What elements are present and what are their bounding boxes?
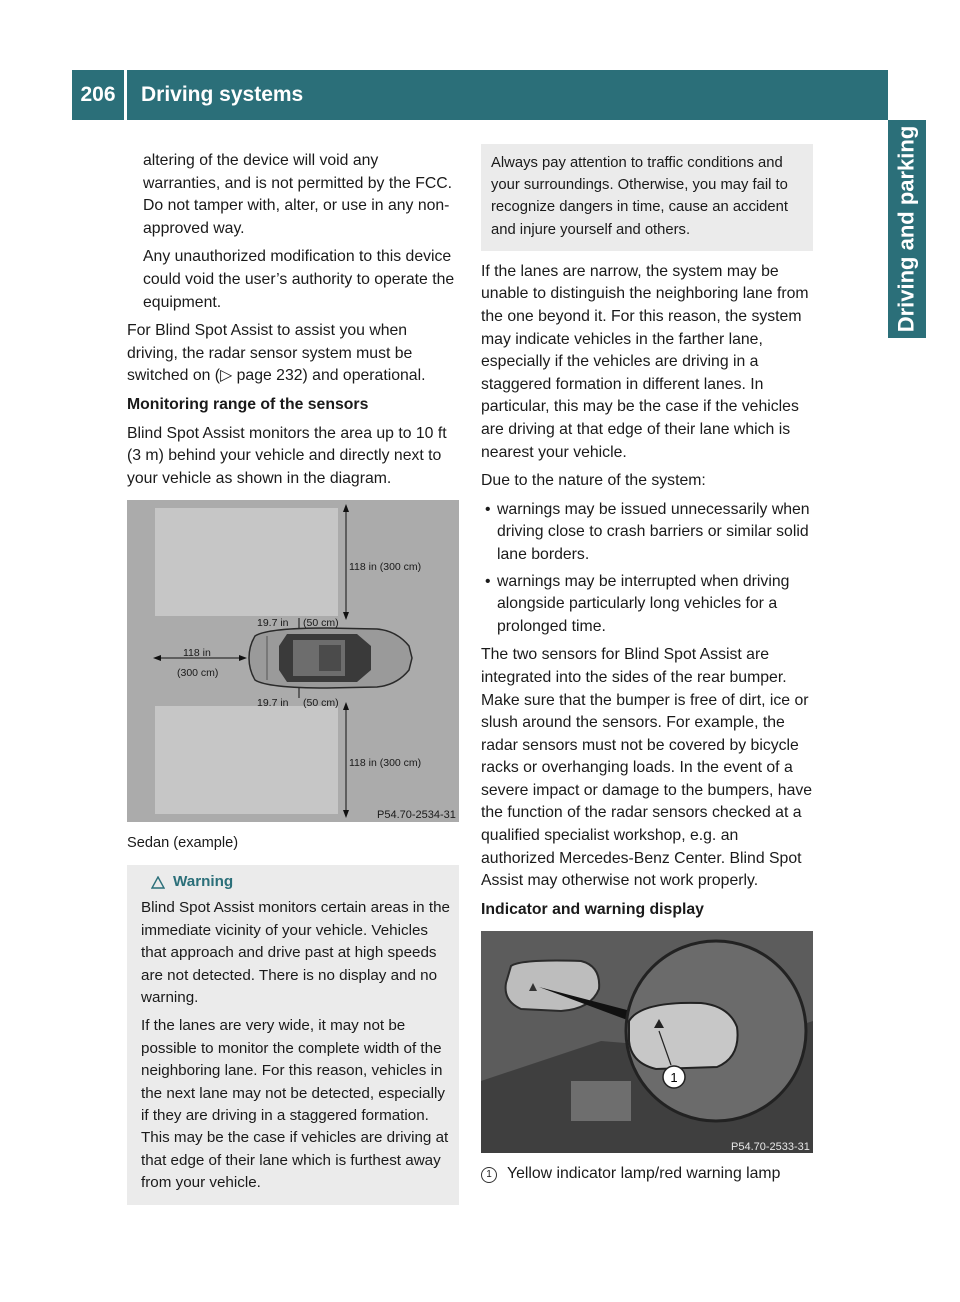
lower-detection-zone bbox=[155, 706, 338, 814]
page-link[interactable]: page 232 bbox=[236, 367, 303, 385]
lower-range-label: 118 in (300 cm) bbox=[349, 757, 422, 770]
rear-range-in-label: 118 in bbox=[183, 647, 211, 660]
indicator-heading: Indicator and warning display bbox=[481, 900, 704, 918]
side-tab-label-wrap bbox=[886, 120, 926, 338]
monitoring-range-heading: Monitoring range of the sensors bbox=[127, 395, 369, 413]
figure-caption: Sedan (example) bbox=[127, 835, 239, 852]
warning-paragraph-2: If the lanes are very wide, it may not be possible to monitor the complete width of the neighboring lane. For this reason, vehicles in the next lane may not be detected, especially if they are driving in a staggered formation. This may be the case if vehicles are driving at that edge of their lane which is furthest away from your vehicle. bbox=[141, 1017, 449, 1192]
mirror-illustration-svg bbox=[481, 931, 813, 1153]
list-item: • warnings may be interrupted when driving alongside particularly long vehicles for a prolonged time. bbox=[481, 571, 813, 639]
magnified-mirror bbox=[629, 1003, 738, 1069]
callout-number: 1 bbox=[670, 1070, 678, 1086]
mirror-indicator-photo bbox=[481, 931, 813, 1153]
fcc-paragraph-1: altering of the device will void any warranties, and is not permitted by the FCC. Do not tamper with, alter, or use in any non-approved way. bbox=[143, 152, 453, 237]
switch-on-paragraph: For Blind Spot Assist to assist you when driving, the radar sensor system must be switched on (▷ page 232) and operational. bbox=[127, 322, 426, 385]
figure-id: P54.70-2534-31 bbox=[377, 809, 456, 822]
limitations-list bbox=[481, 499, 813, 639]
lower-gap-cm-label: (50 cm) bbox=[303, 697, 339, 710]
warning-paragraph-1: Blind Spot Assist monitors certain areas in the immediate vicinity of your vehicle. Vehicles that approach and drive past at high speeds are not detected. There is no display and no warning. bbox=[141, 899, 450, 1006]
left-column bbox=[127, 150, 459, 1205]
figure-id: P54.70-2533-31 bbox=[731, 1141, 810, 1154]
warning-header bbox=[141, 871, 451, 893]
lower-gap-in-label: 19.7 in bbox=[257, 697, 289, 710]
right-column bbox=[481, 150, 813, 1186]
rear-range-cm-label: (300 cm) bbox=[177, 667, 219, 680]
upper-detection-zone bbox=[155, 508, 338, 616]
narrow-lanes-paragraph: If the lanes are narrow, the system may be unable to distinguish the neighboring lane from the one beyond it. For this reason, the system may indicate vehicles in the farther lane, especially if the vehicles are driving in a staggered formation in different lanes. In particular, this may be the case if the vehicles are driving at that edge of their lane which is nearest your vehicle. bbox=[481, 262, 809, 461]
upper-gap-in-label: 19.7 in bbox=[257, 617, 289, 630]
list-item: • warnings may be issued unnecessarily when driving close to crash barriers or similar solid lane borders. bbox=[481, 499, 813, 567]
sensor-range-diagram bbox=[127, 500, 459, 822]
header-divider bbox=[124, 70, 127, 120]
attention-note-box: Always pay attention to traffic conditions and your surroundings. Otherwise, you may fail to recognize dangers in time, cause an accident and injure yourself and others. bbox=[481, 144, 813, 251]
side-tab-label: Driving and parking bbox=[893, 125, 918, 333]
section-title: Driving systems bbox=[141, 83, 304, 106]
legend-text: Yellow indicator lamp/red warning lamp bbox=[507, 1165, 781, 1183]
warning-triangle-icon bbox=[151, 876, 165, 889]
sedan-car-icon bbox=[249, 628, 412, 688]
legend-row bbox=[481, 1163, 813, 1186]
fcc-paragraph-2: Any unauthorized modification to this device could void the user’s authority to operate the equipment. bbox=[143, 248, 455, 311]
warning-box bbox=[127, 865, 459, 1205]
page-ref-arrow-icon: ▷ bbox=[220, 367, 233, 385]
page-number: 206 bbox=[80, 83, 116, 106]
monitoring-range-paragraph: Blind Spot Assist monitors the area up to 10 ft (3 m) behind your vehicle and directly next to your vehicle as shown in the diagram. bbox=[127, 424, 447, 487]
sensors-paragraph: The two sensors for Blind Spot Assist are integrated into the sides of the rear bumper. Make sure that the bumper is free of dirt, ice or slush around the sensors. For example, the radar sensors must not be covered by bicycle racks or overhanging loads. In the event of a severe impact or damage to the bumpers, have the function of the radar sensors checked at a qualified specialist workshop, e.g. an authorized Mercedes-Benz Center. Blind Spot Assist may otherwise not work properly. bbox=[481, 646, 813, 890]
nature-paragraph: Due to the nature of the system: bbox=[481, 472, 706, 490]
upper-gap-cm-label: (50 cm) bbox=[303, 617, 339, 630]
warning-title: Warning bbox=[173, 872, 234, 890]
upper-range-label: 118 in (300 cm) bbox=[349, 561, 422, 574]
legend-number-icon: 1 bbox=[481, 1167, 497, 1183]
